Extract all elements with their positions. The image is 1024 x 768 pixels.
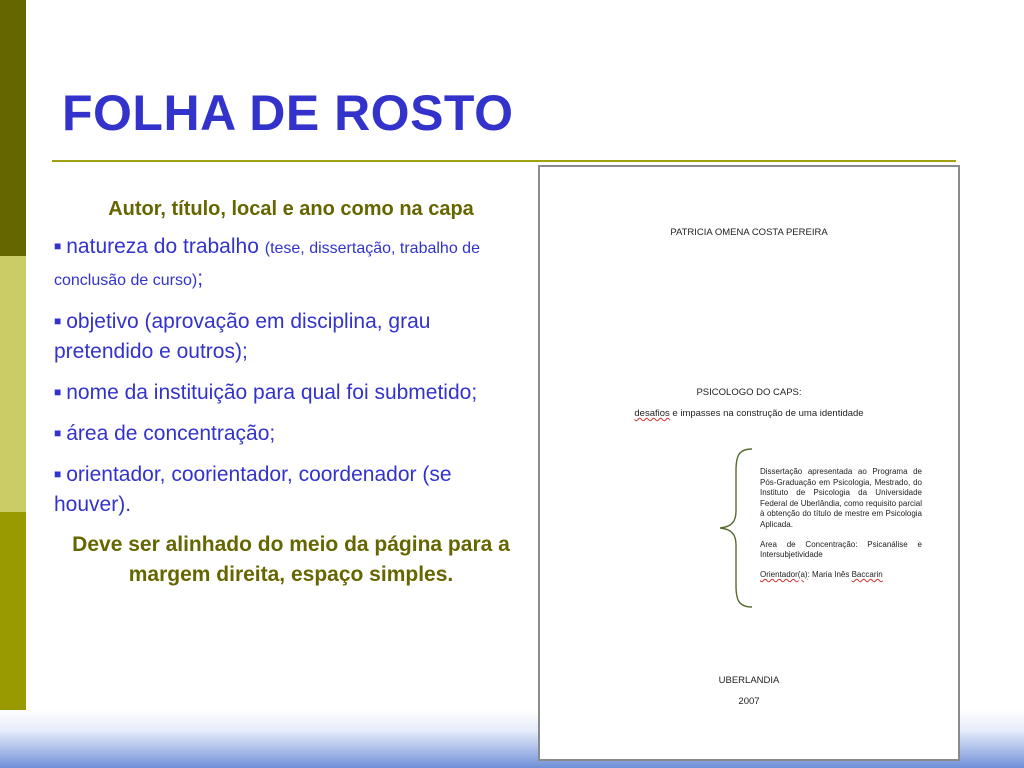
- doc-subtitle: [540, 408, 958, 419]
- bullet-item: [54, 377, 528, 408]
- doc-city: UBERLANDIA: [718, 675, 780, 686]
- doc-subtitle-first: desafios: [634, 408, 670, 419]
- doc-advisor-surname: Baccarin: [851, 569, 883, 579]
- bullet-end: ;: [197, 267, 204, 290]
- doc-advisor-label: Orientador(a): [760, 569, 808, 579]
- side-bar-bottom: [0, 512, 26, 710]
- title-page-example: [538, 165, 960, 761]
- doc-advisor-name: : Maria Inês: [807, 569, 852, 579]
- curly-brace-icon: [716, 447, 756, 609]
- lead-text: Autor, título, local e ano como na capa: [108, 198, 474, 220]
- bullet-item: [54, 231, 528, 296]
- bullet-item: [54, 418, 528, 449]
- bullet-text: natureza do trabalho: [66, 235, 265, 258]
- bullet-item: [54, 306, 528, 367]
- bullet-text: nome da instituição para qual foi submetido;: [66, 381, 478, 404]
- title-divider: [52, 160, 956, 162]
- slide-content: [54, 198, 528, 590]
- bullet-square-icon: ■: [54, 239, 62, 253]
- bullet-detail: (tese, dissertação, trabalho de conclusão de curso): [54, 240, 480, 289]
- alignment-note: Deve ser alinhado do meio da página para a margem direita, espaço simples.: [72, 533, 510, 586]
- bullet-item: [54, 459, 528, 520]
- bullet-text: orientador, coorientador, coordenador (se houver).: [54, 463, 452, 516]
- side-bar-top: [0, 0, 26, 256]
- doc-advisor: [760, 570, 922, 581]
- side-bar-middle: [0, 256, 26, 512]
- doc-submission-block: [760, 467, 922, 589]
- slide-title: FOLHA DE ROSTO: [62, 85, 514, 141]
- doc-title: PSICOLOGO DO CAPS:: [696, 387, 802, 398]
- bullet-square-icon: ■: [54, 314, 62, 328]
- doc-year: 2007: [738, 696, 760, 707]
- doc-area: Area de Concentração: Psicanálise e Intersubjetividade: [760, 539, 922, 560]
- doc-submission-text: Dissertação apresentada ao Programa de Pós-Graduação em Psicologia, Mestrado, do Instituto de Psicologia da Universidade Federal de Uberlândia, como requisito parcial à obtenção do título de mestre em Psicologia Aplicada.: [760, 467, 922, 529]
- bullet-text: objetivo (aprovação em disciplina, grau pretendido e outros);: [54, 310, 431, 363]
- doc-subtitle-rest: e impasses na construção de uma identidade: [669, 408, 864, 419]
- bullet-text: área de concentração;: [66, 422, 276, 445]
- bullet-square-icon: ■: [54, 467, 62, 481]
- bullet-square-icon: ■: [54, 385, 62, 399]
- doc-author: PATRICIA OMENA COSTA PEREIRA: [670, 227, 828, 238]
- bullet-square-icon: ■: [54, 426, 62, 440]
